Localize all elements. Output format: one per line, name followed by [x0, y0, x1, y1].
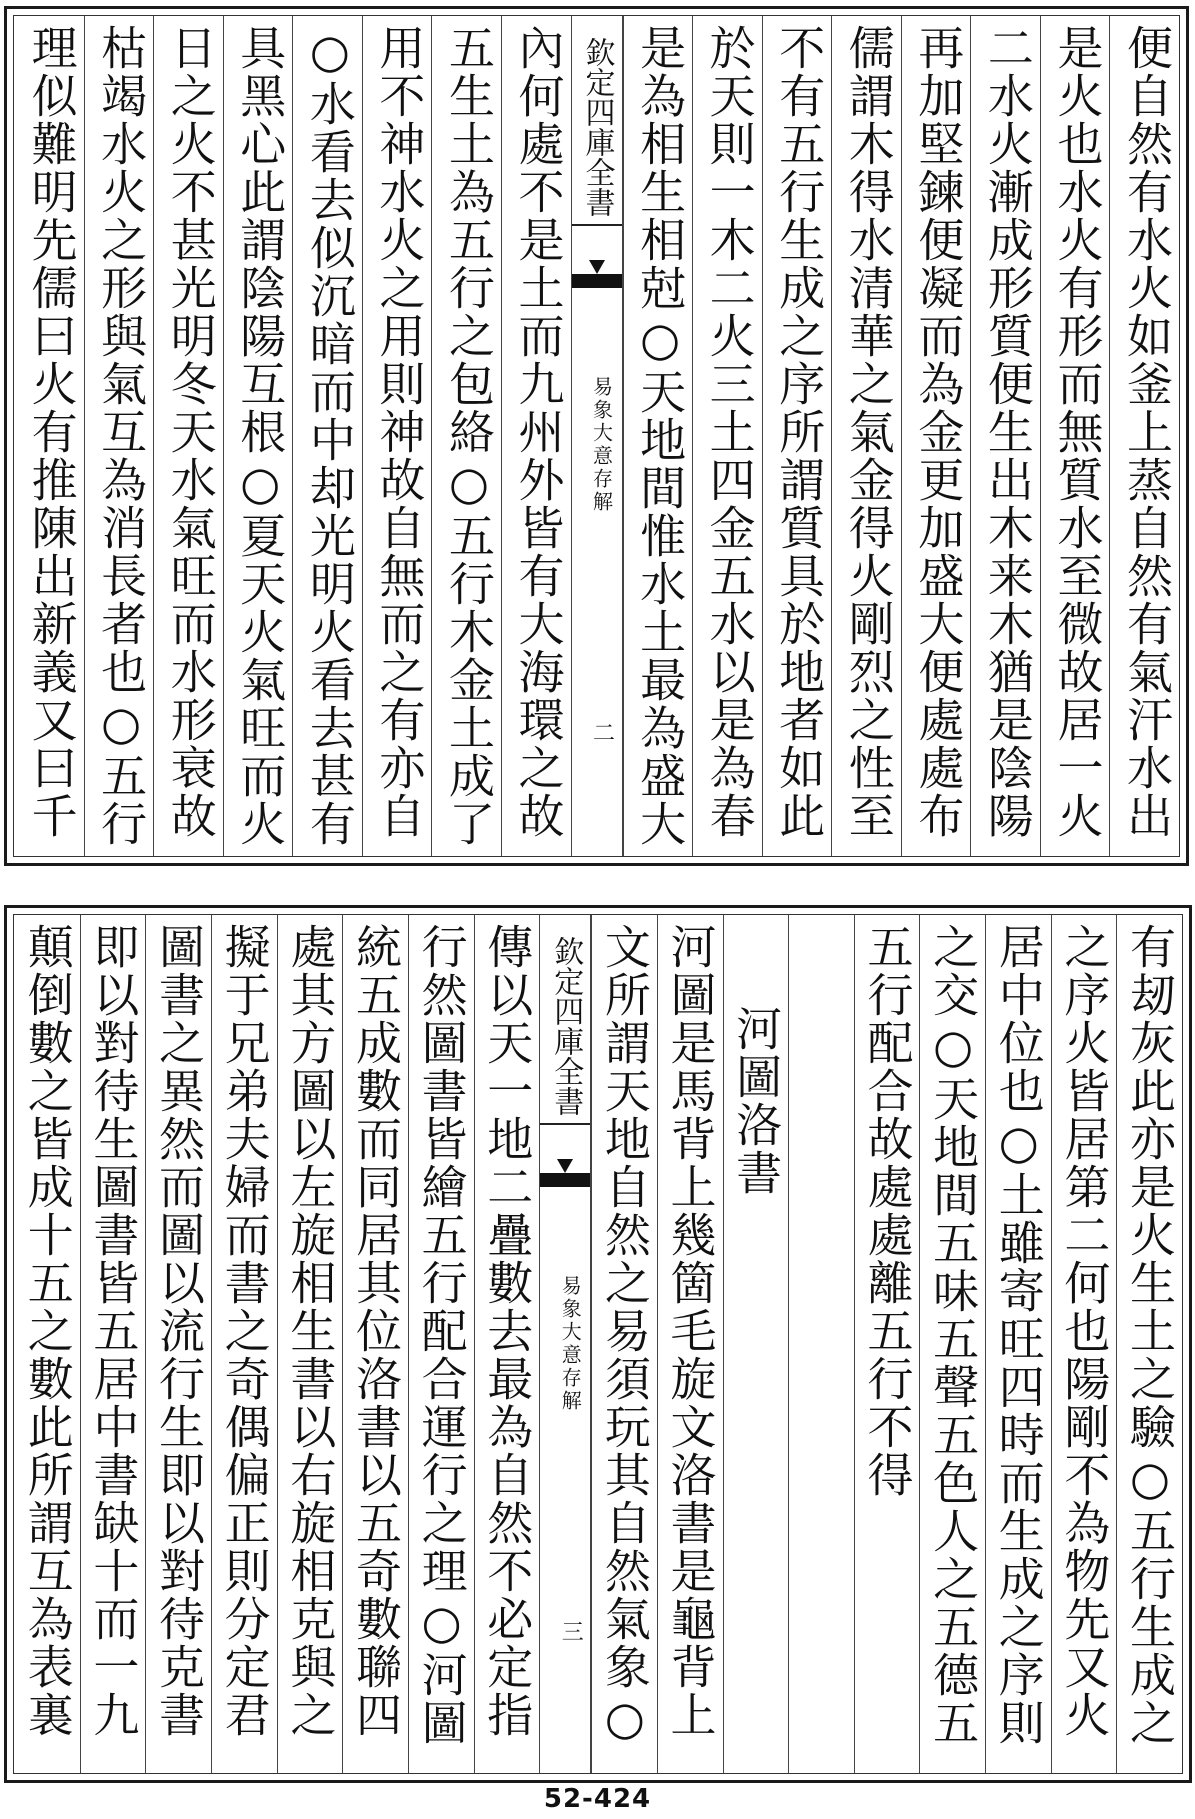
- text-column: 有刼灰此亦是火生土之驗○五行生成之: [1116, 915, 1182, 1773]
- text-column: 顛倒數之皆成十五之數此所謂互為表裏: [20, 923, 75, 1739]
- bottom-page-text-frame: [13, 914, 1183, 1774]
- bottom-page: [4, 905, 1192, 1783]
- text-column: 日之火不甚光明冬天水氣旺而水形衰故: [153, 16, 223, 856]
- text-column: 枯竭水火之形與氣互為消長者也○五行: [84, 16, 154, 856]
- book-title: 欽定四庫全書: [540, 915, 590, 1125]
- fish-tail-mark-icon: [572, 264, 622, 298]
- center-gutter: [571, 16, 623, 856]
- text-column: 內何處不是土而九州外皆有大海環之故: [501, 16, 571, 856]
- text-column: 理似難明先儒曰火有推陳出新義又曰千: [24, 24, 79, 840]
- text-column: 文所謂天地自然之易須玩其自然氣象○: [591, 915, 657, 1773]
- page-code: 52-424: [543, 1784, 652, 1814]
- text-column: 居中位也○土雖寄旺四時而生成之序則: [985, 915, 1051, 1773]
- text-column: 儒謂木得水清華之氣金得火剛烈之性至: [831, 16, 901, 856]
- top-page: [4, 6, 1189, 866]
- text-column: 不有五行生成之序所謂質具於地者如此: [762, 16, 832, 856]
- text-column: 之序火皆居第二何也陽剛不為物先又火: [1051, 915, 1117, 1773]
- text-column: 行然圖書皆繪五行配合運行之理○河圖: [408, 915, 474, 1773]
- text-column: 是為相生相尅○天地間惟水土最為盛大: [623, 16, 693, 856]
- text-column: 河圖是馬背上幾箇毛旋文洛書是龜背上: [657, 915, 723, 1773]
- text-column: 之交○天地間五味五聲五色人之五德五: [919, 915, 985, 1773]
- blank-column: [788, 915, 854, 1773]
- text-column: ○水看去似沉暗而中却光明火看去甚有: [292, 16, 362, 856]
- section-heading: 河圖洛書: [723, 915, 789, 1773]
- text-column: 便自然有水火如釜上蒸自然有氣汗水出: [1109, 16, 1179, 856]
- text-column: 用不神水火之用則神故自無而之有亦自: [362, 16, 432, 856]
- text-column: 再加堅鍊便凝而為金更加盛大便處處布: [901, 16, 971, 856]
- text-column: 五行配合故處處離五行不得: [854, 915, 920, 1773]
- center-gutter: [539, 915, 591, 1773]
- text-column: 二水火漸成形質便生出木来木猶是陰陽: [970, 16, 1040, 856]
- text-column: 統五成數而同居其位洛書以五奇數聯四: [342, 915, 408, 1773]
- top-page-text-frame: [13, 15, 1180, 857]
- text-column: 即以對待生圖書皆五居中書缺十而一九: [80, 915, 146, 1773]
- page-number: 三: [558, 1620, 584, 1642]
- text-column: 五生土為五行之包絡○五行木金土成了: [431, 16, 501, 856]
- text-column: 是火也水火有形而無質水至微故居一火: [1040, 16, 1110, 856]
- text-column: 圖書之異然而圖以流行生即以對待克書: [145, 915, 211, 1773]
- text-column: 具黑心此謂陰陽互根○夏天火氣旺而火: [223, 16, 293, 856]
- text-column: 處其方圖以左旋相生書以右旋相克與之: [277, 915, 343, 1773]
- text-column: 傳以天一地二疊數去最為自然不必定指: [474, 915, 540, 1773]
- book-title: 欽定四庫全書: [572, 16, 622, 226]
- text-column: 於天則一木二火三土四金五水以是為春: [692, 16, 762, 856]
- text-column: 擬于兄弟夫婦而書之奇偶偏正則分定君: [211, 915, 277, 1773]
- page-number: 二: [589, 721, 615, 743]
- source-title: 易象大意存解: [558, 1275, 583, 1413]
- fish-tail-mark-icon: [540, 1163, 590, 1197]
- source-title: 易象大意存解: [589, 376, 614, 514]
